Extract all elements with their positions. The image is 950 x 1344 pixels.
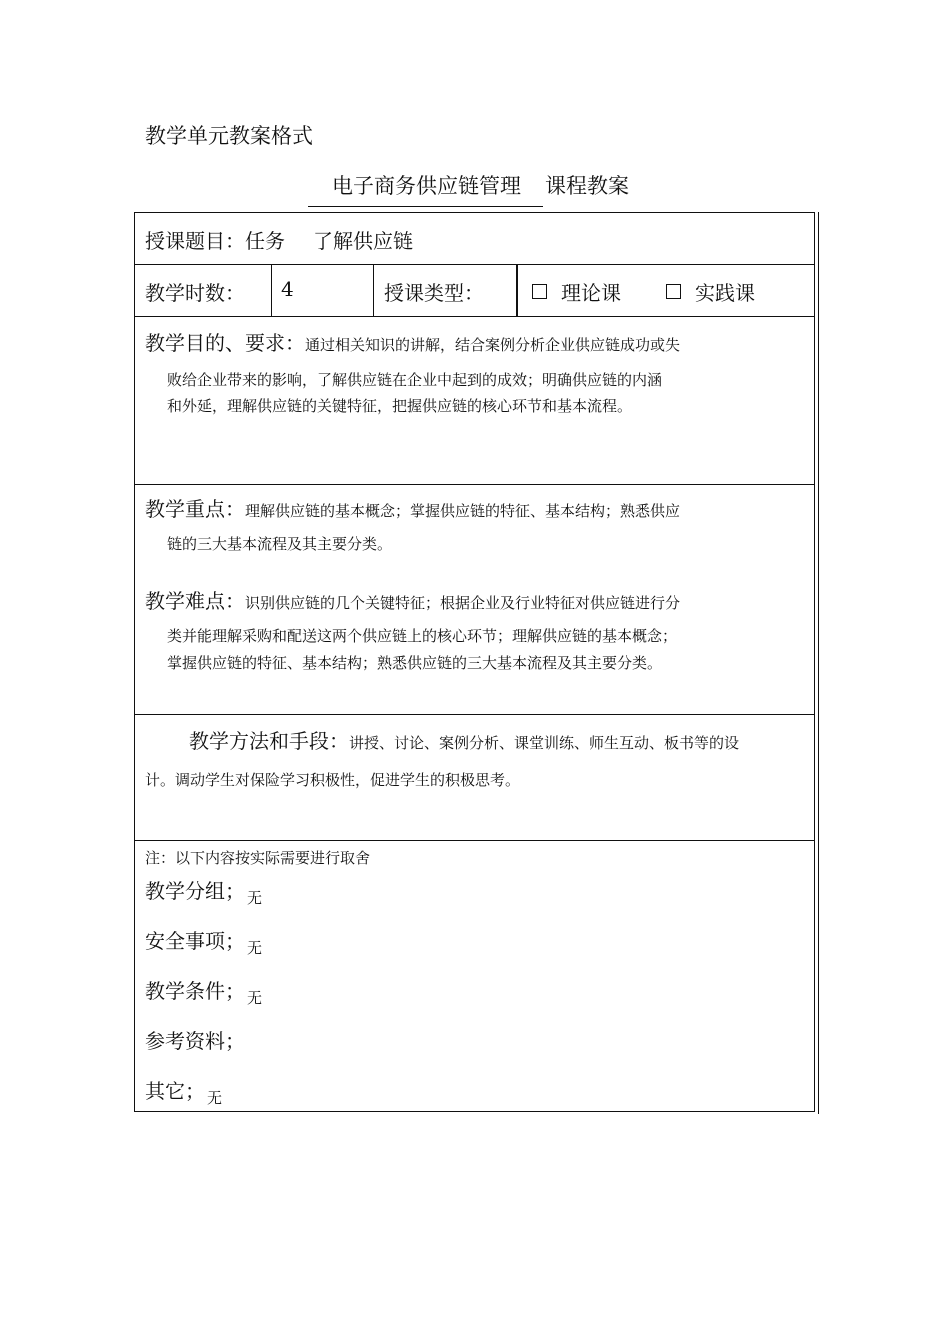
option-theory[interactable]: [532, 277, 621, 306]
table-right-double-border: [818, 212, 819, 1114]
type-label-cell: [374, 265, 518, 316]
conditions-value: 无: [247, 989, 263, 1007]
title-suffix: 课程教案: [545, 174, 629, 198]
objectives-label: 教学目的、要求：: [145, 331, 305, 355]
conditions-item: 教学条件； $_无$: [145, 979, 263, 1007]
theory-checkbox[interactable]: [532, 284, 547, 299]
key-difficult-row: [135, 485, 814, 715]
difficulties-line-2: 类并能理解采购和配送这两个供应链上的核心环节；理解供应链的基本概念；: [167, 627, 678, 645]
hours-label-cell: [135, 265, 272, 316]
extra-row: [135, 841, 814, 1111]
topic-row: [135, 213, 814, 265]
topic-label: 授课题目：任务: [145, 229, 285, 253]
objectives-line-3: 和外延，理解供应链的关键特征，把握供应链的核心环节和基本流程。: [167, 397, 633, 415]
extra-note: 注：以下内容按实际需要进行取舍: [145, 849, 371, 867]
objectives-line-2: 败给企业带来的影响，了解供应链在企业中起到的成效；明确供应链的内涵: [167, 371, 663, 389]
course-name: 电子商务供应链管理: [308, 170, 543, 207]
difficulties-line-3: 掌握供应链的特征、基本结构；熟悉供应链的三大基本流程及其主要分类。: [167, 654, 663, 672]
key-points-label: 教学重点：: [145, 497, 245, 521]
type-options-cell: [520, 265, 814, 316]
document-heading: 教学单元教案格式: [145, 124, 313, 148]
others-item: 其它； $_无$: [145, 1079, 223, 1107]
theory-label: 理论课: [561, 281, 621, 305]
objectives-line-1: 教学目的、要求：通过相关知识的讲解，结合案例分析企业供应链成功或失: [145, 331, 681, 355]
lesson-plan-table: [134, 212, 815, 1112]
topic-value: 了解供应链: [313, 229, 413, 253]
practice-checkbox[interactable]: [666, 284, 681, 299]
safety-item: 安全事项； $_无$: [145, 929, 263, 957]
hours-value-cell: [272, 265, 374, 316]
hours-value: 4: [281, 277, 294, 301]
difficulties-line-1: 教学难点：识别供应链的几个关键特征；根据企业及行业特征对供应链进行分: [145, 589, 681, 613]
hours-label: 教学时数：: [145, 281, 245, 305]
key-points-line-1: 教学重点：理解供应链的基本概念；掌握供应链的特征、基本结构；熟悉供应: [145, 497, 681, 521]
methods-row: [135, 715, 814, 841]
type-label: 授课类型：: [384, 281, 484, 305]
methods-label: 教学方法和手段：: [189, 729, 349, 753]
methods-line-2: 计。调动学生对保险学习积极性，促进学生的积极思考。: [145, 771, 521, 789]
objectives-row: [135, 317, 814, 485]
references-item: 参考资料；: [145, 1029, 245, 1053]
safety-value: 无: [247, 939, 263, 957]
key-points-line-2: 链的三大基本流程及其主要分类。: [167, 535, 393, 553]
option-practice[interactable]: [666, 277, 755, 306]
topic-text: [145, 225, 413, 254]
hours-row: [135, 265, 814, 317]
difficulties-label: 教学难点：: [145, 589, 245, 613]
grouping-item: 教学分组； $_无$: [145, 879, 263, 907]
others-value: 无: [207, 1089, 223, 1107]
methods-line-1: 教学方法和手段：讲授、讨论、案例分析、课堂训练、师生互动、板书等的设: [189, 729, 740, 753]
course-title: [308, 170, 629, 207]
grouping-value: 无: [247, 889, 263, 907]
practice-label: 实践课: [695, 281, 755, 305]
